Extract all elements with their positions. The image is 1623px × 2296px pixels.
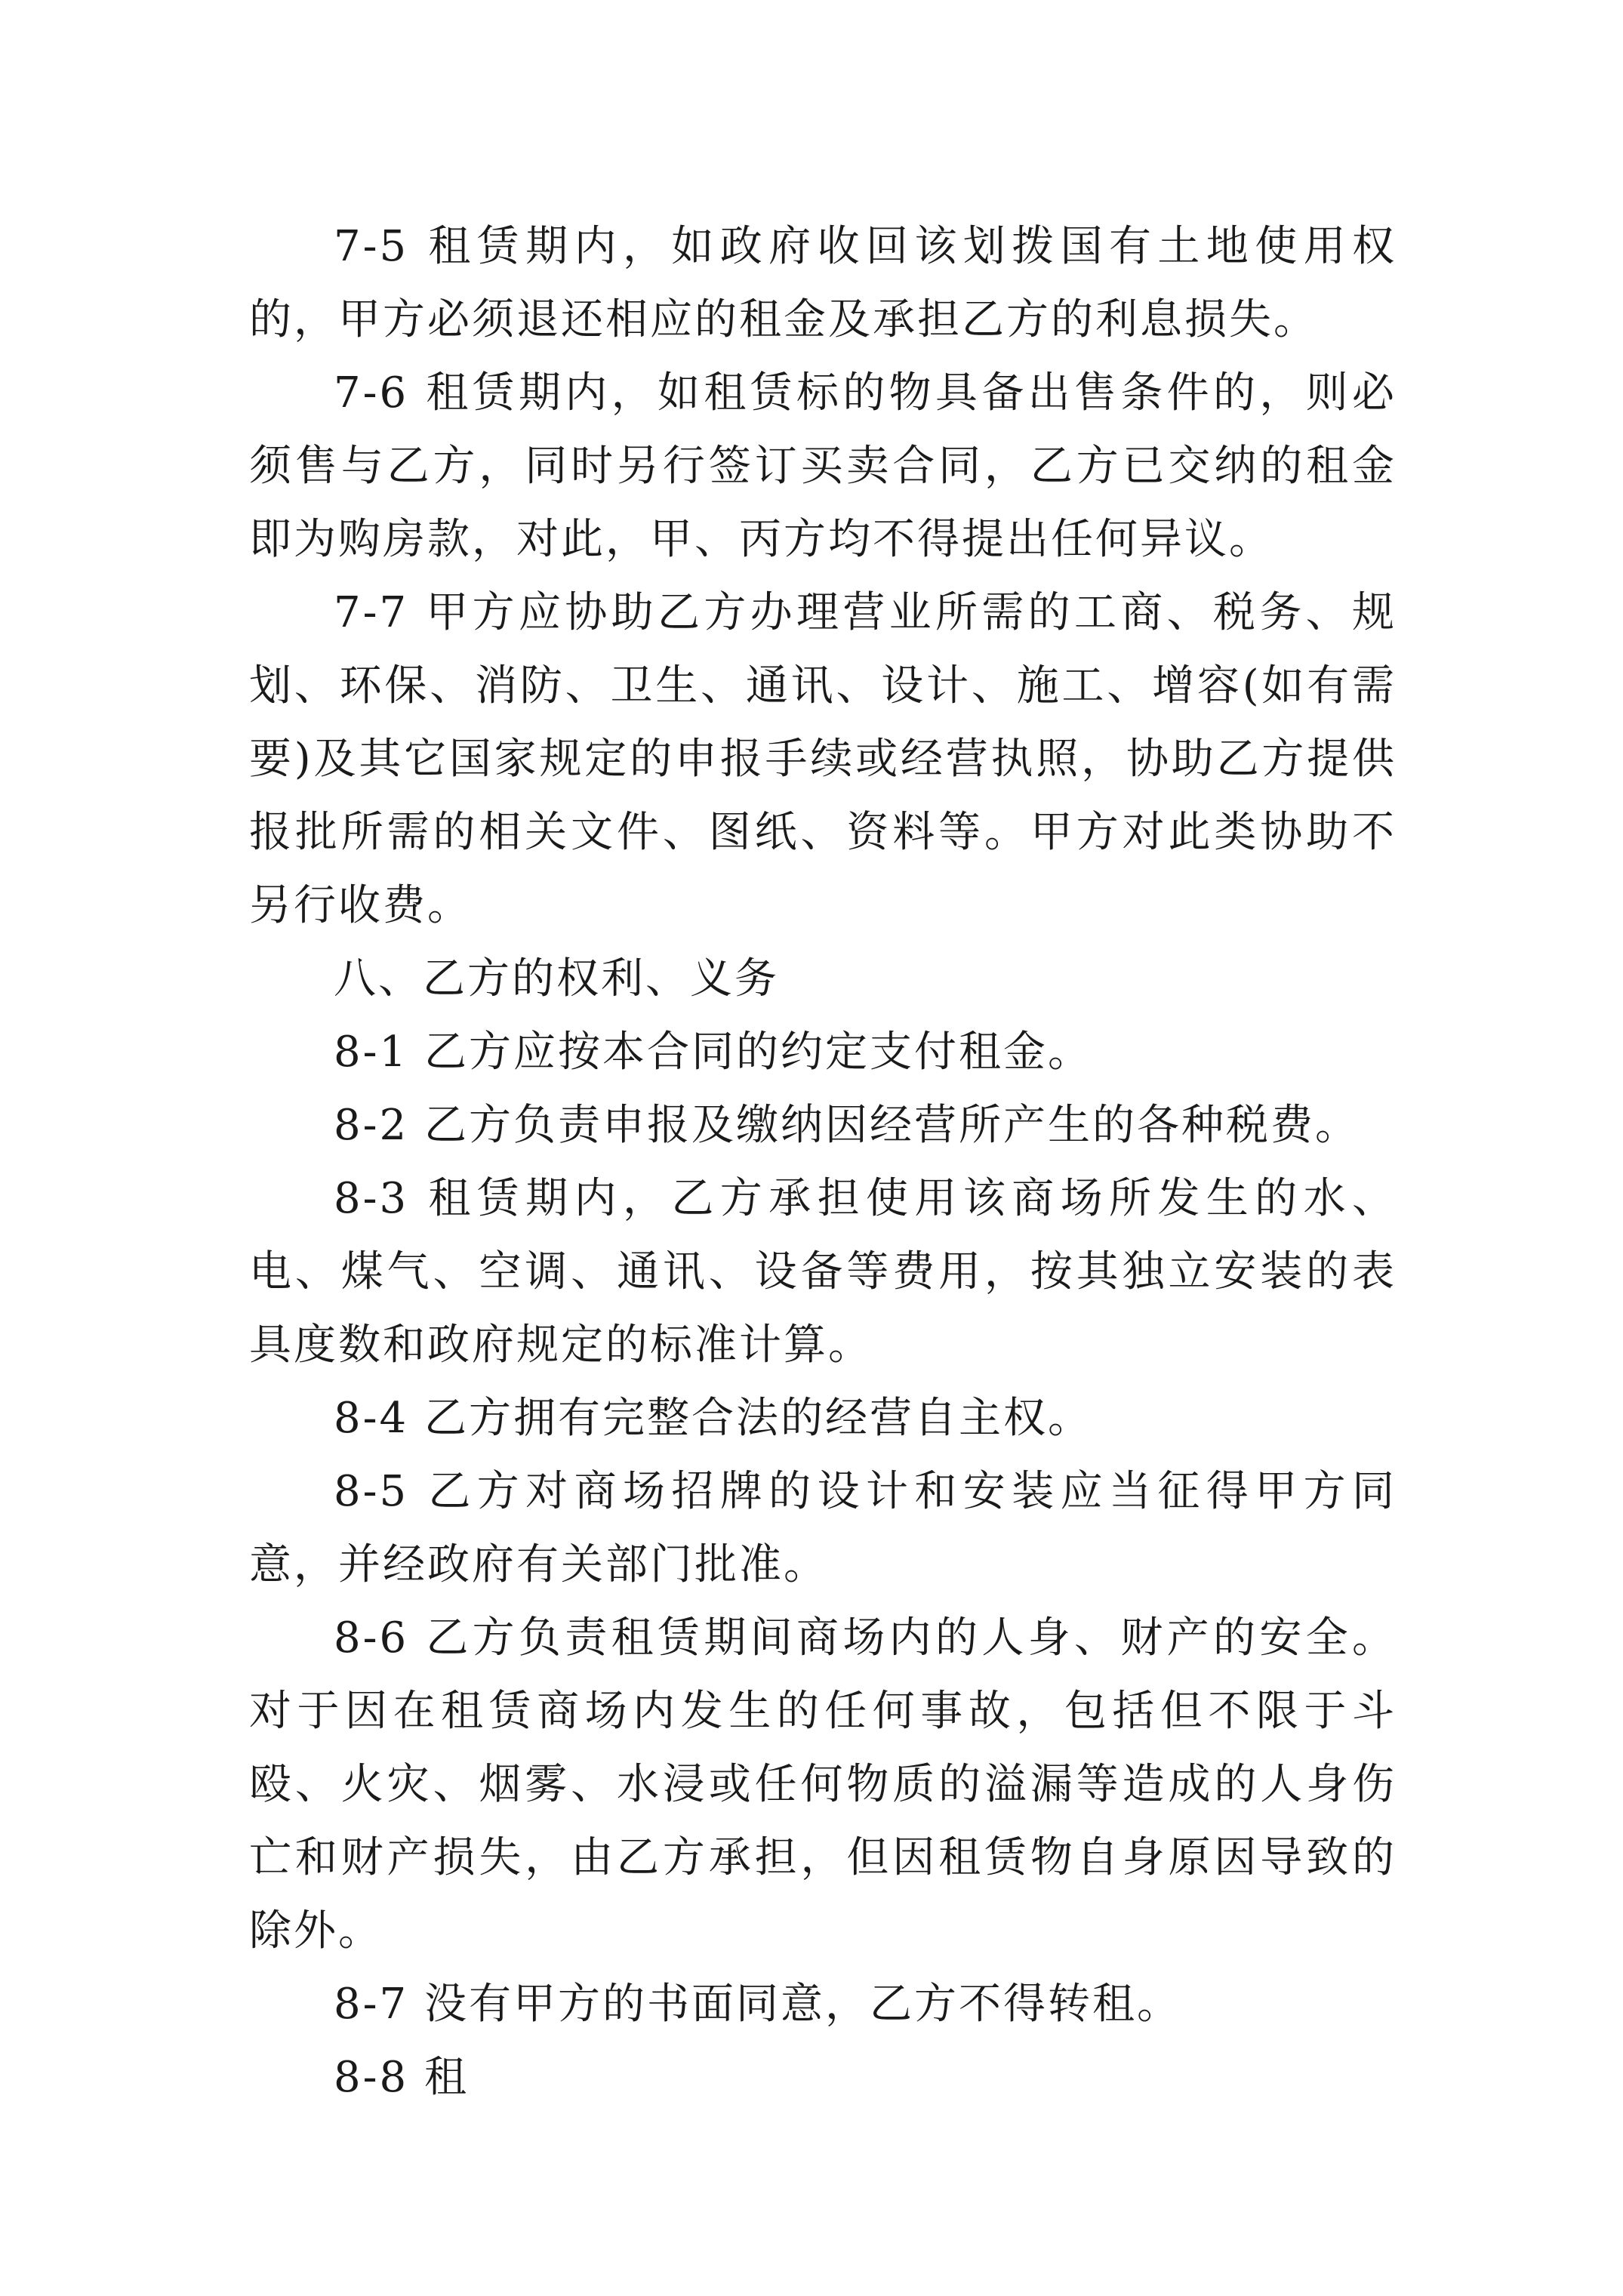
clause-8-2: 8-2 乙方负责申报及缴纳因经营所产生的各种税费。: [334, 1101, 1360, 1150]
clause-8-4: 8-4 乙方拥有完整合法的经营自主权。: [334, 1394, 1092, 1443]
section-heading-8: 八、乙方的权利、义务: [334, 954, 779, 1003]
clause-8-3: 8-3 租赁期内，乙方承担使用该商场所发生的水、电、煤气、空调、通讯、设备等费用，按其独立安装的表具度数和政府规定的标准计算。: [249, 1174, 1397, 1370]
clause-8-6: 8-6 乙方负责租赁期间商场内的人身、财产的安全。对于因在租赁商场内发生的任何事故，包括但不限于斗殴、火灾、烟雾、水浸或任何物质的溢漏等造成的人身伤亡和财产损失，由乙方承担，但因租赁物自身原因导致的除外。: [249, 1613, 1397, 1955]
clause-8-1: 8-1 乙方应按本合同的约定支付租金。: [334, 1028, 1092, 1077]
document-body: [249, 210, 1397, 2114]
clause-7-6: 7-6 租赁期内，如租赁标的物具备出售条件的，则必须售与乙方，同时另行签订买卖合同，乙方已交纳的租金即为购房款，对此，甲、丙方均不得提出任何异议。: [249, 368, 1397, 564]
clause-8-5: 8-5 乙方对商场招牌的设计和安装应当征得甲方同意，并经政府有关部门批准。: [249, 1467, 1397, 1589]
clause-7-7: 7-7 甲方应协助乙方办理营业所需的工商、税务、规划、环保、消防、卫生、通讯、设计、施工、增容(如有需要)及其它国家规定的申报手续或经营执照，协助乙方提供报批所需的相关文件、图纸、资料等。甲方对此类协助不另行收费。: [249, 588, 1397, 930]
clause-8-8: 8-8 租: [334, 2053, 469, 2102]
clause-7-5: 7-5 租赁期内，如政府收回该划拨国有土地使用权的，甲方必须退还相应的租金及承担乙方的利息损失。: [249, 222, 1397, 344]
clause-8-7: 8-7 没有甲方的书面同意，乙方不得转租。: [334, 1980, 1181, 2029]
